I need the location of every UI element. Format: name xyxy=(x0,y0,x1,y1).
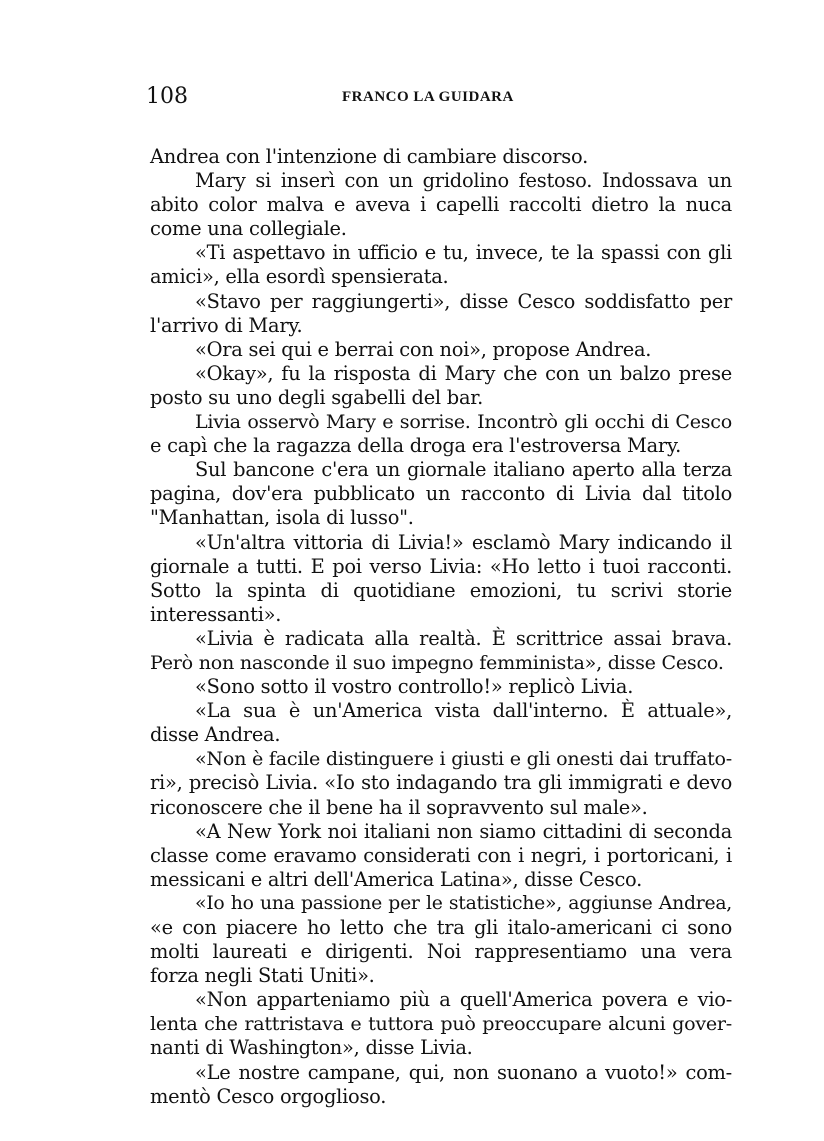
text-line: «e con piacere ho letto che tra gli italo-americani ci sono xyxy=(150,916,732,939)
running-head: FRANCO LA GUIDARA xyxy=(342,89,514,105)
text-line: "Manhattan, isola di lusso". xyxy=(150,506,414,530)
text-line: posto su uno degli sgabelli del bar. xyxy=(150,385,484,409)
text-line: «Io ho una passione per le statistiche», aggiunse Andrea, xyxy=(195,892,732,914)
text-line: «Non è facile distinguere i giusti e gli onesti dai truffato- xyxy=(195,747,732,771)
text-line: ri», precisò Livia. «Io sto indagando tra gli immigrati e devo xyxy=(150,771,732,795)
text-line: «A New York noi italiani non siamo cittadini di seconda xyxy=(195,819,732,843)
text-line: «Stavo per raggiungerti», disse Cesco soddisfatto per xyxy=(195,289,732,313)
text-line: amici», ella esordì spensierata. xyxy=(150,265,449,289)
text-line: giornale a tutti. E poi verso Livia: «Ho letto i tuoi racconti. xyxy=(150,554,732,578)
text-line: «Livia è radicata alla realtà. È scrittrice assai brava. xyxy=(195,626,732,650)
text-line: Sul bancone c'era un giornale italiano aperto alla terza xyxy=(195,458,732,482)
text-line: «Sono sotto il vostro controllo!» replicò Livia. xyxy=(195,675,634,699)
text-line: forza negli Stati Uniti». xyxy=(150,964,375,988)
text-line: pagina, dov'era pubblicato un racconto di Livia dal titolo xyxy=(150,482,732,506)
text-line: «Un'altra vittoria di Livia!» esclamò Mary indicando il xyxy=(195,530,732,554)
text-line: Sotto la spinta di quotidiane emozioni, tu scrivi storie xyxy=(150,578,732,602)
page-number: 108 xyxy=(146,84,188,109)
text-line: come una collegiale. xyxy=(150,217,347,241)
text-line: molti laureati e dirigenti. Noi rappresentiamo una vera xyxy=(150,940,732,964)
page-header xyxy=(146,80,732,114)
text-line: nanti di Washington», disse Livia. xyxy=(150,1036,473,1060)
text-line: disse Andrea. xyxy=(150,723,281,747)
text-line: «Le nostre campane, qui, non suonano a vuoto!» com- xyxy=(195,1060,732,1084)
text-line: interessanti». xyxy=(150,602,282,626)
text-line: mentò Cesco orgoglioso. xyxy=(150,1084,387,1108)
text-line: abito color malva e aveva i capelli raccolti dietro la nuca xyxy=(150,193,732,217)
text-line: «La sua è un'America vista dall'interno. È attuale», xyxy=(195,699,732,723)
text-line: l'arrivo di Mary. xyxy=(150,313,303,337)
text-line: e capì che la ragazza della droga era l'estroversa Mary. xyxy=(150,434,681,458)
text-line: «Non apparteniamo più a quell'America povera e vio- xyxy=(195,988,732,1012)
text-line: «Ti aspettavo in ufficio e tu, invece, te la spassi con gli xyxy=(195,241,732,265)
text-line: Livia osservò Mary e sorrise. Incontrò gli occhi di Cesco xyxy=(195,410,732,434)
text-line: lenta che rattristava e tuttora può preoccupare alcuni gover- xyxy=(150,1012,732,1036)
text-line: Mary si inserì con un gridolino festoso. Indossava un xyxy=(195,169,732,193)
text-line: Però non nasconde il suo impegno femminista», disse Cesco. xyxy=(150,650,724,674)
text-line: riconoscere che il bene ha il sopravvento sul male». xyxy=(150,795,648,819)
text-line: «Ora sei qui e berrai con noi», propose Andrea. xyxy=(195,337,652,361)
text-line: classe come eravamo considerati con i negri, i portoricani, i xyxy=(150,843,732,867)
body-text xyxy=(150,145,732,1109)
text-line: Andrea con l'intenzione di cambiare discorso. xyxy=(150,145,588,168)
text-line: «Okay», fu la risposta di Mary che con un balzo prese xyxy=(195,361,732,385)
text-line: messicani e altri dell'America Latina», disse Cesco. xyxy=(150,867,643,891)
